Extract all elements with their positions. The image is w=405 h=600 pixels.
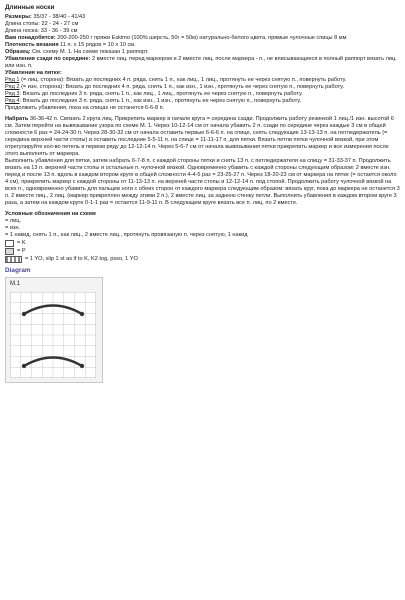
diagram-heading: Diagram xyxy=(5,267,31,274)
heel-row xyxy=(5,77,400,84)
purl-symbol-icon xyxy=(5,248,14,255)
chart-key-text: = K xyxy=(17,240,26,246)
row-label: Ряд 1 xyxy=(5,77,20,83)
heel-row xyxy=(5,91,400,98)
yo-decrease-symbol-icon xyxy=(5,256,22,263)
chart-key-purl xyxy=(5,247,400,255)
heel-row xyxy=(5,84,400,91)
decrease-paragraph: Выполнить убавления для пятки, затем набрать 6-7-8 п. с каждой стороны пятки и снять 13 п. с петледержателя на спицу = 31-33-37 п. Продолжить вязать на 13 п. верхней части стопы и остальные п. чулочной вязкой. Одновременно убавить с каждой стороны следующим образом: 2 вместе изн. перед и после 13 п. вдоль в каждом втором круге в общей сложности 4-4-5 раз = 23-25-27 п. Через 18-20-23 см от маркера на пятке (= остается около 4 см), прикрепить маркер с каждой стороны от 11-13-13 п. на верхней части стопы и 12-12-14 п. под стопой. Продолжить работу чулочной вязкой на всех п., одновременно убавить для пальцев ноги с обеих сторон от каждого маркера следующим образом: вязать круг, пока до маркера не останется 3 п. 2 вместе лиц., 2 лиц. (маркер прикреплен между этими 2 п.), 2 вместе лиц. за заднюю стенку петли. Выполнить убавления в каждом втором круге 3 раза, а затем на каждом круге 0-1-1 раз = остается 11-9-11 п. В следующем круге вязать все п. лиц. по 2 вместе. xyxy=(5,158,400,206)
spec-label: Плотность вязания xyxy=(5,42,61,48)
spec-value: 35/37 - 38/40 - 41/43 xyxy=(33,14,86,20)
spec-value: 2 вместе лиц. перед маркером и 2 вместе лиц. после маркера - п., не вписывающиеся в полный раппорт вязать лиц. или изн. п. xyxy=(5,56,397,69)
chart-key-text: = 1 YO, slip 1 st as if to K, K2 tog, psso, 1 YO xyxy=(25,256,138,262)
diagram-grid xyxy=(10,292,96,378)
spec-label: Убавления сзади по середине: xyxy=(5,56,92,62)
spec-line xyxy=(5,28,400,35)
page-title: Длинные носки xyxy=(5,4,55,11)
spec-label: Длина стопы: xyxy=(5,21,42,27)
heel-rows xyxy=(5,77,400,112)
spec-value: 33 - 36 - 39 см xyxy=(40,28,78,34)
legend-item: = лиц. xyxy=(5,218,21,224)
row-text: (= изн. сторона): Вязать до последних 4 п. ряда, снять 1 п., как изн., 1 изн., протянуть ее через снятую п., повернуть работу. xyxy=(19,84,345,90)
row-text: : Вязать до последних 3 п. ряда, снять 1 п., как изн., 1 изн., протянуть ее через снятую п., повернуть работу. xyxy=(19,98,302,104)
spec-label: Вам понадобятся: xyxy=(5,35,58,41)
chart-key-knit xyxy=(5,239,400,247)
spec-line xyxy=(5,14,400,21)
chart-key-yo xyxy=(5,255,400,263)
diagram-label: M.1 xyxy=(10,281,21,287)
spec-label: Размеры: xyxy=(5,14,34,20)
spec-value: 200-200-250 г пряжи Eskimo (100% шерсть, 50г = 50м) натурально-белого цвета, прямые чулочные спицы 8 мм xyxy=(57,35,347,41)
spec-line xyxy=(5,35,400,42)
row-label: Ряд 4 xyxy=(5,98,20,104)
legend-item: = 1 накид, снять 1 п., как лиц., 2 вместе лиц., протянуть провязаную п. через снятую, 1 накид xyxy=(5,232,248,238)
spec-value: 22 - 24 - 27 см xyxy=(41,21,79,27)
cast-on-label: Набрать xyxy=(5,116,29,122)
spec-line xyxy=(5,42,400,49)
cast-on-text: 36-36-42 п. Связать 2 круга лиц. Прикрепить маркер в начале круга = середина сзади. Продолжить работу резинкой 1 лиц./1 изн. высотой 6 см. Затем перейти на вывязывание узора по схеме М. 1. Через 10-12-14 см от начала убавить 2 п. сзади по середине через каждые 3 см в общей сложности 6 раз = 24-24-30 п. Через 28-30-32 см от начала оставить первые 6-6-6 п. на спице, снять следующие 13-13-13 п. на петледержатель (= середина верхней части стопы) и оставить последние 5-5-11 п. на спице = 11-11-17 п. для пятки. Вязать петли пятки чулочной вязкой, при этом отрегулируйте кол-во петель в первом ряду до 12-12-14 п. Через 5-6-7 см от начала вывязывания пятки прикрепить маркер и все измерения после этого выполнять от маркера. xyxy=(5,116,394,157)
heel-row xyxy=(5,98,400,105)
diagram-chart xyxy=(5,277,103,383)
spec-line xyxy=(5,56,400,70)
spec-line xyxy=(5,49,400,56)
heel-continue: Продолжить убавления, пока на спицах не останется 6-6-8 п. xyxy=(5,105,165,111)
spec-value: 11 п. х 15 рядов = 10 х 10 см. xyxy=(60,42,136,48)
row-label: Ряд 2 xyxy=(5,84,20,90)
legend-item: = изн. xyxy=(5,225,21,231)
spec-value: См. схему М. 1. На схеме показан 1 раппорт. xyxy=(32,49,149,55)
specs-block xyxy=(5,14,400,70)
row-text: : Вязать до последних 3 п. ряда, снять 1 п., как лиц., 1 лиц., протянуть ее через снятую п., повернуть работу. xyxy=(19,91,303,97)
spec-label: Длина носка: xyxy=(5,28,41,34)
row-label: Ряд 3 xyxy=(5,91,20,97)
cast-on-paragraph xyxy=(5,116,400,158)
spec-line xyxy=(5,21,400,28)
row-text: (= лиц. сторона): Вязать до последних 4 п. ряда, снять 1 п., как лиц., 1 лиц., протянуть ее через снятую п., повернуть работу. xyxy=(19,77,347,83)
spec-label: Образец: xyxy=(5,49,33,55)
legend-heading: Условные обозначения на схеме xyxy=(5,211,97,217)
chart-key-text: = P xyxy=(17,248,26,254)
heel-heading: Убавления на пятке: xyxy=(5,70,62,76)
knit-symbol-icon xyxy=(5,240,14,247)
